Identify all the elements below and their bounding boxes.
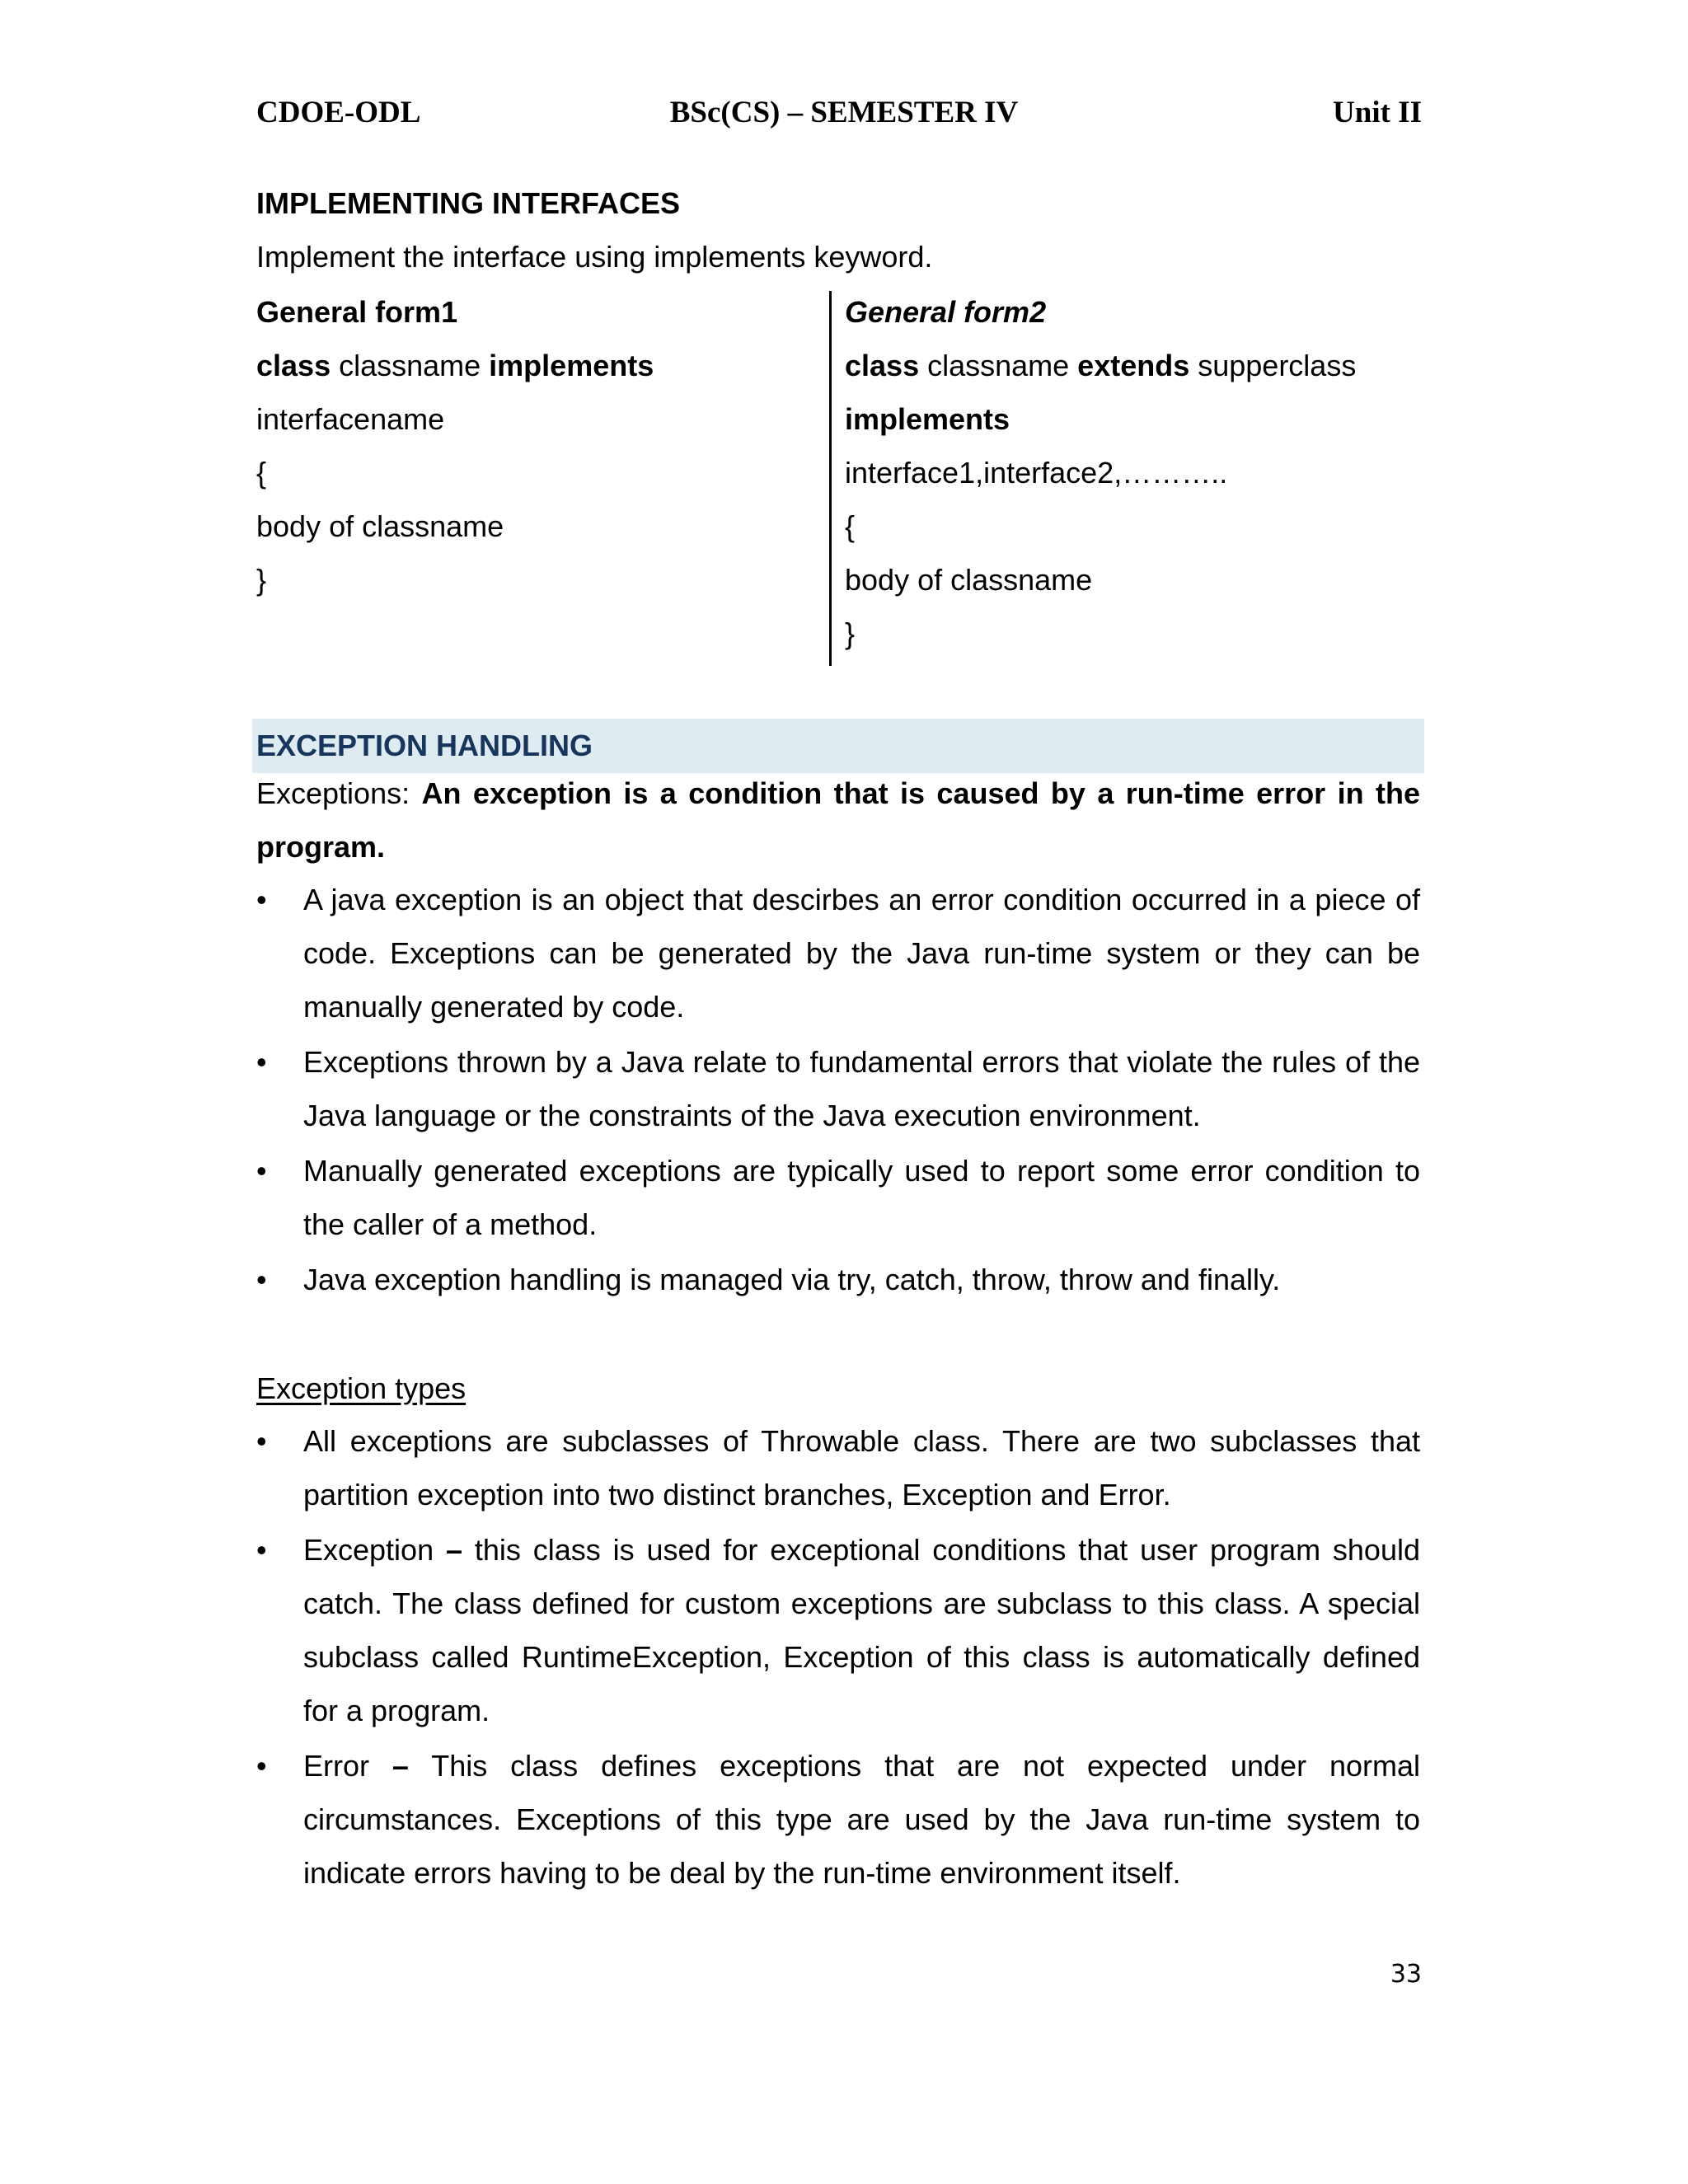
form2-kw-extends: extends bbox=[1077, 349, 1190, 382]
general-form2-column bbox=[845, 285, 1356, 660]
list-item-lead: Error bbox=[303, 1749, 392, 1783]
bullet-icon: • bbox=[256, 1749, 267, 1783]
form2-kw-class: class bbox=[845, 349, 920, 382]
list-item-dash: – bbox=[392, 1749, 409, 1783]
section-title-exception-handling: EXCEPTION HANDLING bbox=[256, 729, 593, 762]
exception-bullet-list bbox=[256, 873, 1420, 1308]
form1-kw-implements: implements bbox=[489, 349, 654, 382]
list-item-dash: – bbox=[445, 1533, 462, 1567]
section-intro: Implement the interface using implements keyword. bbox=[256, 240, 933, 274]
header-right: Unit II bbox=[1333, 96, 1422, 129]
form1-line3: { bbox=[256, 456, 267, 490]
list-item bbox=[256, 1739, 1429, 1900]
column-divider bbox=[829, 291, 832, 666]
list-item bbox=[256, 1523, 1429, 1737]
form1-line2: interfacename bbox=[256, 402, 445, 436]
header-center: BSc(CS) – SEMESTER IV bbox=[669, 96, 1019, 129]
list-item bbox=[256, 1144, 1420, 1251]
general-form1-column bbox=[256, 285, 654, 607]
form1-line4: body of classname bbox=[256, 509, 504, 543]
bullet-icon: • bbox=[256, 1533, 267, 1567]
definition-text: An exception is a condition that is caused by a run-time error in the program. bbox=[256, 776, 1420, 864]
form2-line5: body of classname bbox=[845, 563, 1093, 597]
bullet-icon: • bbox=[256, 1154, 267, 1188]
bullet-icon: • bbox=[256, 1045, 267, 1079]
list-item bbox=[256, 873, 1420, 1033]
list-item bbox=[256, 1253, 1420, 1306]
definition-label: Exceptions: bbox=[256, 776, 422, 810]
form1-kw-class: class bbox=[256, 349, 331, 382]
form2-classname: classname bbox=[919, 349, 1078, 382]
form2-line4: { bbox=[845, 509, 856, 543]
form2-line1 bbox=[845, 339, 1356, 392]
form1-line5: } bbox=[256, 563, 267, 597]
list-item bbox=[256, 1414, 1420, 1521]
list-item-lead: Exception bbox=[303, 1533, 446, 1567]
form2-line3: interface1,interface2,……….. bbox=[845, 456, 1228, 490]
form2-kw-implements: implements bbox=[845, 402, 1010, 436]
form1-line1 bbox=[256, 339, 654, 392]
exception-types-list bbox=[256, 1414, 1429, 1901]
list-item bbox=[256, 1035, 1420, 1142]
exception-definition bbox=[256, 766, 1420, 874]
list-item-text: this class is used for exceptional conditions that user program should catch. The class defined for custom exceptions are subclass to this class. A special subclass called RuntimeException, Exception of this class is automatically defined for a program. bbox=[303, 1533, 1429, 1727]
subsection-title-exception-types: Exception types bbox=[256, 1371, 467, 1405]
form1-heading: General form1 bbox=[256, 295, 458, 329]
list-item-text: Manually generated exceptions are typically used to report some error condition to the caller of a method. bbox=[303, 1154, 1420, 1241]
header-left: CDOE-ODL bbox=[256, 96, 421, 129]
list-item-text: Java exception handling is managed via try, catch, throw, throw and finally. bbox=[303, 1263, 1281, 1296]
bullet-icon: • bbox=[256, 1424, 267, 1458]
list-item-text: Exceptions thrown by a Java relate to fundamental errors that violate the rules of the Java language or the constraints of the Java execution environment. bbox=[303, 1045, 1420, 1132]
form2-heading: General form2 bbox=[845, 295, 1047, 329]
bullet-icon: • bbox=[256, 1263, 267, 1296]
list-item-text: This class defines exceptions that are not expected under normal circumstances. Exceptions of this type are used by the Java run-time system to indicate errors having to be deal by the run-time environment itself. bbox=[303, 1749, 1429, 1890]
list-item-text: All exceptions are subclasses of Throwable class. There are two subclasses that partition exception into two distinct branches, Exception and Error. bbox=[303, 1424, 1420, 1511]
page-number: 33 bbox=[1390, 1960, 1422, 1989]
list-item-text: A java exception is an object that descirbes an error condition occurred in a piece of code. Exceptions can be generated by the Java run-time system or they can be manually generated by code. bbox=[303, 883, 1420, 1024]
section-title-implementing-interfaces: IMPLEMENTING INTERFACES bbox=[256, 186, 681, 220]
form2-line6: } bbox=[845, 616, 856, 650]
form2-superclass: supperclass bbox=[1189, 349, 1357, 382]
bullet-icon: • bbox=[256, 883, 267, 916]
form1-classname: classname bbox=[331, 349, 490, 382]
